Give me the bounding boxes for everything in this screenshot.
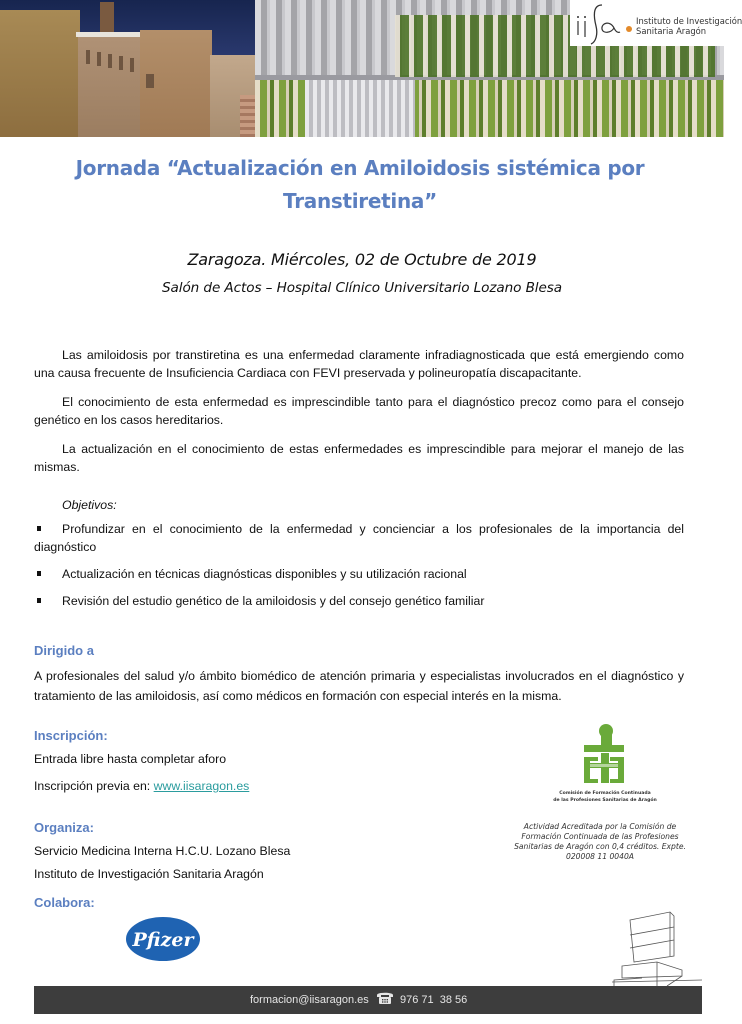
footer-email-link[interactable]: formacion@iisaragon.es [250,994,369,1006]
event-venue: Salón de Actos – Hospital Clínico Universitario Lozano Blesa [162,280,562,296]
organizer-item: Servicio Medicina Interna H.C.U. Lozano Blesa [34,844,291,858]
pfizer-wordmark: Pfizer [132,929,194,951]
bullet-icon [37,526,41,531]
objectives-list [34,520,684,619]
objective-item: Revisión del estudio genético de la amiloidosis y del consejo genético familiar [34,592,684,610]
building-sketch-icon [612,910,712,986]
cfc-logo-caption: Comisión de Formación Continuada de las Profesiones Sanitarias de Aragón [553,791,657,803]
colabora-heading: Colabora: [34,895,95,910]
inscripcion-entrada: Entrada libre hasta completar aforo [34,752,227,766]
bullet-icon [37,571,41,576]
telephone-icon [376,991,394,1005]
window [119,56,123,70]
brick-building [0,10,80,137]
inscripcion-previa: Inscripción previa en: www.iisaragon.es [34,779,250,793]
intro-paragraph: La actualización en el conocimiento de estas enfermedades es imprescindible para mejorar el manejo de las mismas. [34,442,684,474]
event-date: Zaragoza. Miércoles, 02 de Octubre de 2019 [187,250,537,269]
window [108,54,112,68]
window [86,50,90,64]
footer-phone[interactable]: 976 71 38 56 [400,994,468,1006]
chimney [100,2,114,34]
intro-paragraph: El conocimiento de esta enfermedad es imprescindible tanto para el diagnóstico precoz como para el consejo genético en los casos hereditarios. [34,395,684,427]
accreditation-text: Actividad Acreditada por la Comisión de Formación Continuada de las Profesiones Sanitarias de Aragón con 0,4 créditos. Expte. 020008 11 0040A [514,822,686,861]
intro-section [34,346,684,487]
registration-link[interactable]: www.iisaragon.es [153,779,250,793]
page-title: Jornada “Actualización en Amiloidosis sistémica por Transtiretina” [75,156,645,213]
objectives-label: Objetivos: [62,498,117,512]
logo-dot [626,26,632,32]
footer-bar [34,986,702,1014]
dirigido-text: A profesionales del salud y/o ámbito biomédico de atención primaria y especialistas involucrados en el diagnóstico y tratamiento de las amiloidosis, así como médicos en formación con especial interés en la misma. [34,669,684,703]
window [146,74,154,88]
cfc-accreditation-logo [578,723,630,791]
objective-item: Profundizar en el conocimiento de la enfermedad y concienciar a los profesionales de la importancia del diagnóstico [34,522,684,554]
objective-item: Actualización en técnicas diagnósticas disponibles y su utilización racional [34,565,684,583]
logo-text: Instituto de Investigación Sanitaria Aragón [636,16,742,36]
inscripcion-heading: Inscripción: [34,728,108,743]
dirigido-heading: Dirigido a [34,643,94,658]
pfizer-logo [124,915,202,963]
organiza-heading: Organiza: [34,820,94,835]
organizer-item: Instituto de Investigación Sanitaria Aragón [34,867,264,881]
window [130,58,134,72]
iisa-logo-mark [574,2,622,44]
iisa-logo[interactable] [570,0,742,46]
intro-paragraph: Las amiloidosis por transtiretina es una enfermedad claramente infradiagnosticada que está emergiendo como una causa frecuente de Insuficiencia Cardiaca con FEVI preservada y polineuropatía discapacitante. [34,348,684,380]
window [97,52,101,66]
header-photo [0,0,742,137]
bullet-icon [37,598,41,603]
